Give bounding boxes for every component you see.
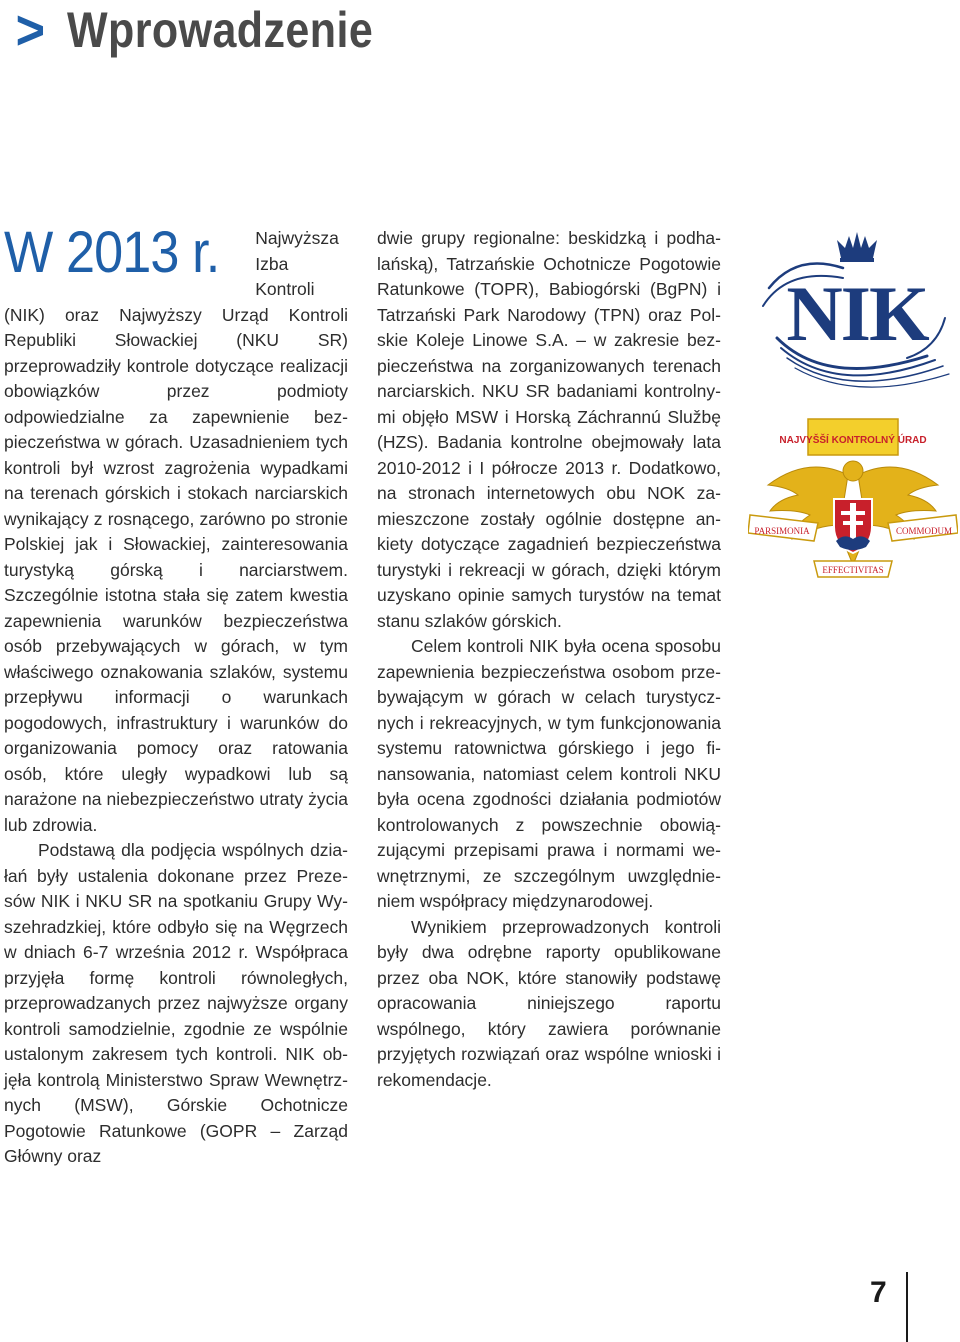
crown-icon (837, 232, 877, 262)
page-number: 7 (870, 1276, 887, 1309)
page-header (14, 0, 423, 60)
audit-goal-paragraph: Celem kontroli NIK była ocena sposobu zapewnienia bezpieczeństwa osobom przebywającym w górach w celach turystycznych i rekreacyjnych, w tym funkcjonowania systemu ratownictwa górskiego i jego finansowania, natomiast celem kontroli NKU była ocena zgodności działania podmiotów kontrolowanych z powszechnie obowiązującymi przepisami prawa i normami wewnętrznymi, ze szczególnym uwzględnieniem współpracy międzynarodowej. (377, 636, 721, 911)
intro-paragraph-text: Najwyższa Izba Kontroli (NIK) oraz Najwyższy Urząd Kontroli Republiki Słowackiej (NKU SR) przeprowadziły kontrole dotyczące realizacji obowiązków przez podmioty odpowiedzialne za zapewnienie bezpieczeństwa w górach. Uzasadnieniem tych kontroli był wzrost zagrożenia wypadkami na terenach górskich i stokach narciarskich wynikający z rosnącego, zarówno po stronie Polskiej jak i Słowackiej, zainteresowania turystyką górską i narciarstwem. Szczególnie istotna stała się zatem kwestia zapewnienia warunków bezpieczeństwa osób przebywających w górach, w tym właściwego oznakowania szlaków, systemu przepływu informacji o warunkach pogodowych, infrastruktury i warunków do organizowania pomocy oraz ratowania osób, które uległy wypadkowi lub są narażone na niebezpieczeństwo utraty życia lub zdrowia. (4, 228, 348, 835)
page-number-rule (906, 1272, 908, 1342)
nku-logo (748, 415, 958, 580)
right-column (377, 226, 721, 1093)
nku-logo-left-text: PARSIMONIA (754, 526, 810, 536)
nik-logo-letters: NIK (786, 270, 928, 357)
nku-logo-top-text: NAJVYŠŠÍ KONTROLNÝ ÚRAD (779, 435, 927, 446)
audited-entities-paragraph: dwie grupy regionalne: beskidzką i podhalańską), Tatrzańskie Ochotnicze Pogotowie Ratunkowe (TOPR), Babiogórski (BgPN) i Tatrzański Park Narodowy (TPN) oraz Polskie Koleje Linowe S.A. – w zakresie bezpieczeństwa na zorganizowanych terenach narciarskich. NKU SR badaniami kontrolnymi objęło MSW i Horską Záchrannú Službę (HZS). Badania kontrolne obejmowały lata 2010-2012 i I półrocze 2013 r. Dodatkowo, na stronach internetowych obu NOK zamieszczone zostały ogólnie dostępne ankiety dotyczące zagadnień bezpieczeństwa turystyki i rekreacji w górach, dzięki którym uzyskano opinie samych turystów na temat stanu szlaków górskich. (377, 228, 721, 631)
chevron-right-icon: > (15, 0, 46, 61)
nik-logo (757, 228, 957, 398)
cooperation-paragraph: Podstawą dla podjęcia wspólnych działań były ustalenia dokonane przez Prezesów NIK i NKU SR na spotkaniu Grupy Wyszehradzkiej, które odbyło się na Węgrzech w dniach 6-7 września 2012 r. Współpraca przyjęła formę kontroli równoległych, przeprowadzanych przez najwyższe organy kontroli samodzielnie, zgodnie ze wspólnie ustalonym zakresem tych kontroli. NIK objęła kontrolą Ministerstwo Spraw Wewnętrznych (MSW), Górskie Ochotnicze Pogotowie Ratunkowe (GOPR – Zarząd Główny oraz (4, 840, 348, 1166)
dropcap: W 2013 r. (4, 220, 220, 285)
slovak-shield-icon (834, 499, 872, 553)
page-title: Wprowadzenie (66, 2, 373, 58)
intro-paragraph (4, 220, 348, 838)
results-paragraph: Wynikiem przeprowadzonych kontroli były dwa odrębne raporty opublikowane przez oba NOK, które stanowiły podstawę opracowania niniejszego raportu wspólnego, który zawiera porównanie przyjętych rozwiązań oraz wspólne wnioski i rekomendacje. (377, 916, 721, 1090)
nku-logo-bottom-text: EFFECTIVITAS (822, 565, 884, 575)
left-column (4, 220, 348, 1170)
nku-logo-right-text: COMMODUM (895, 526, 953, 536)
